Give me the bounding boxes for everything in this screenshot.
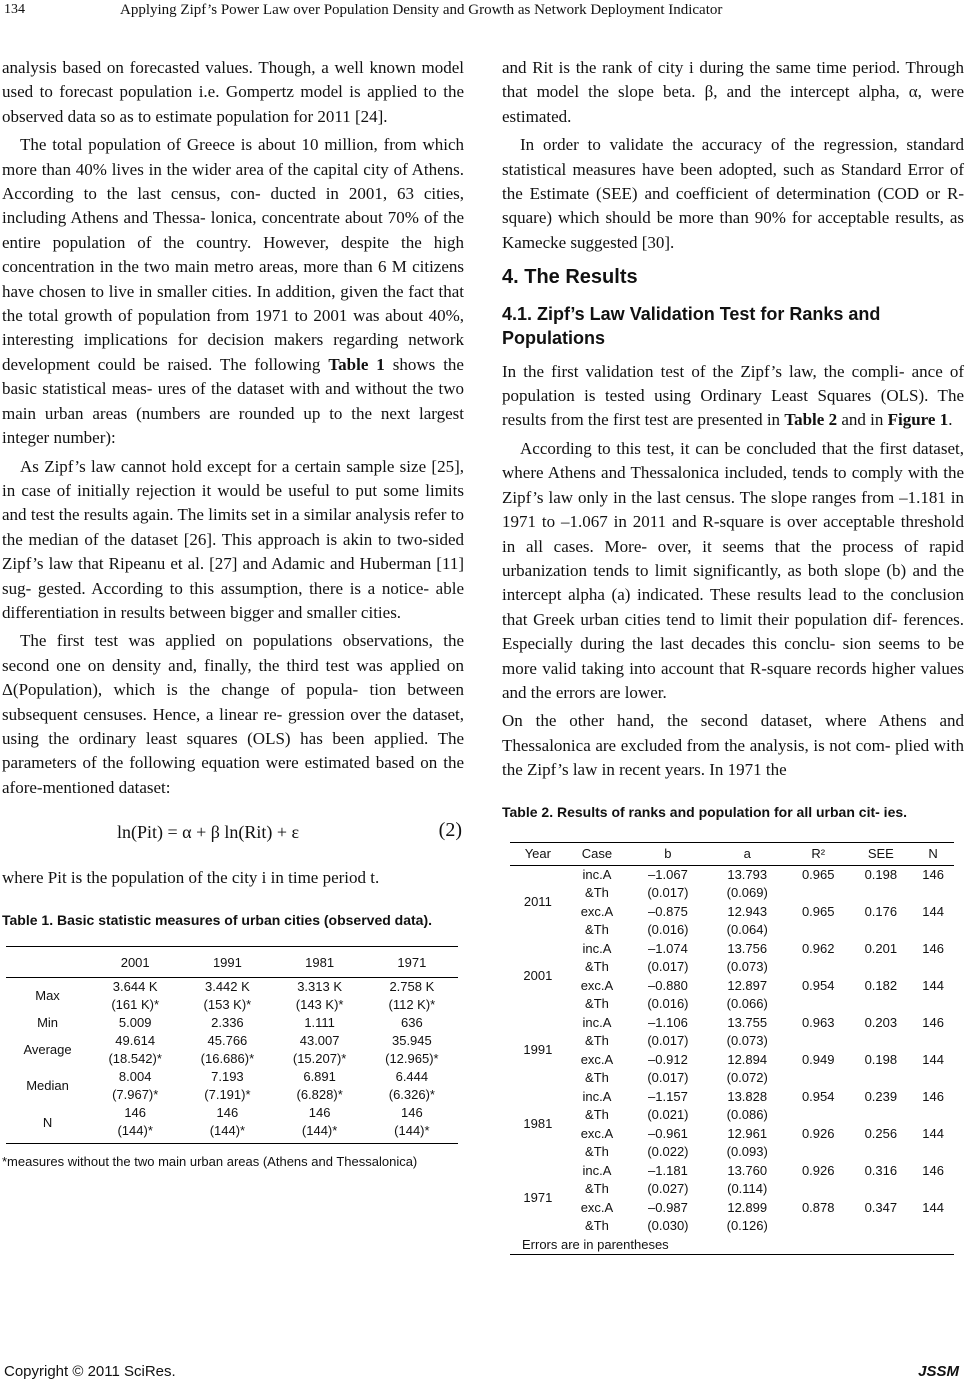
n-cell (912, 995, 954, 1014)
case-cell: &Th (585, 1070, 609, 1086)
table-row (6, 977, 458, 996)
journal-name: JSSM (918, 1363, 959, 1380)
table-cell: (143 K)* (295, 996, 344, 1012)
paragraph: As Zipf’s law cannot hold except for a certain sample size [25], in case of initially rejection it would be useful to put some limits and test the results again. The limits set in a similar analysis refer to the median of the dataset [26]. This approach is akin to two-sided Zipf’s law that Ripeanu et al. [27] and Adamic and Huberman [11] sug- gested. According to this assumption, there is a notice- able differentiation in results between bigger and smaller cities. (2, 456, 464, 622)
r2-cell (787, 1032, 850, 1051)
year-cell: 2011 (523, 894, 552, 910)
b-cell: –0.912 (648, 1051, 688, 1067)
a-cell: (0.093) (726, 1144, 768, 1160)
row-label: Median (26, 1077, 69, 1093)
r2-cell (787, 884, 850, 903)
r2-cell: 0.926 (801, 1125, 835, 1141)
page-header (0, 0, 967, 24)
r2-cell (787, 1180, 850, 1199)
table-cell: 146 (308, 1104, 331, 1120)
r2-cell: 0.878 (801, 1199, 835, 1215)
case-cell: exc.A (580, 903, 614, 919)
table-cell: (12.965)* (385, 1050, 439, 1066)
column-header: Case (566, 842, 629, 865)
table2-caption: Table 2. Results of ranks and population for all urban cit- ies. (502, 803, 908, 820)
table-cell: 146 (124, 1104, 147, 1120)
table-cell: 636 (401, 1014, 423, 1030)
n-cell (912, 1032, 954, 1051)
table-row (510, 995, 954, 1014)
column-header: N (912, 842, 954, 865)
case-cell: exc.A (580, 1125, 614, 1141)
table2-ref[interactable]: Table 2 (784, 410, 838, 430)
table-cell: (15.207)* (292, 1050, 347, 1066)
a-cell: 13.755 (727, 1014, 768, 1030)
table-cell: (7.967)* (112, 1086, 159, 1102)
b-cell: –1.067 (648, 866, 688, 882)
b-cell: –0.961 (648, 1125, 688, 1141)
column-header: 1981 (274, 946, 366, 977)
year-cell: 1981 (523, 1116, 553, 1132)
table-row (6, 1032, 458, 1050)
case-cell: &Th (585, 1033, 609, 1049)
column-header: 1971 (366, 946, 458, 977)
page-number: 134 (4, 2, 25, 17)
case-cell: &Th (585, 959, 609, 975)
table-cell: 2.758 K (389, 978, 435, 994)
a-cell: 13.756 (727, 940, 768, 956)
column-header: 1991 (181, 946, 273, 977)
a-cell: 12.961 (727, 1125, 768, 1141)
table-cell: (144)* (366, 1122, 458, 1144)
table-row (510, 1088, 954, 1107)
a-cell: 12.894 (727, 1051, 768, 1067)
n-cell: 146 (922, 1014, 944, 1030)
n-cell (912, 921, 954, 940)
case-cell: inc.A (582, 1088, 612, 1104)
table-cell: 3.313 K (297, 978, 343, 994)
case-cell: &Th (585, 922, 609, 938)
see-cell (850, 884, 913, 903)
table-cell: 49.614 (115, 1032, 156, 1048)
case-cell: &Th (585, 996, 609, 1012)
a-cell: (0.073) (726, 959, 768, 975)
table-cell: 45.766 (207, 1032, 248, 1048)
see-cell: 0.203 (864, 1014, 898, 1030)
column-header: R² (787, 842, 850, 865)
table-row (510, 903, 954, 922)
running-title: Applying Zipf’s Power Law over Population Density and Growth as Network Deployment Indicator (120, 2, 723, 18)
table-cell: 43.007 (299, 1032, 340, 1048)
table2 (510, 842, 954, 1256)
n-cell: 146 (922, 1162, 944, 1178)
case-cell: &Th (585, 1107, 609, 1123)
see-cell: 0.316 (864, 1162, 898, 1178)
case-cell: exc.A (580, 977, 614, 993)
case-cell: &Th (585, 1218, 609, 1234)
case-cell: inc.A (582, 866, 612, 882)
n-cell (912, 958, 954, 977)
table-row (510, 1106, 954, 1125)
a-cell: (0.072) (726, 1070, 768, 1086)
see-cell: 0.201 (864, 940, 898, 956)
year-cell: 1991 (523, 1042, 553, 1058)
paragraph: analysis based on forecasted values. Though, a well known model used to forecast population i.e. Gompertz model is applied to the observed data so as to estimate population for 2011 [24]. (2, 58, 464, 126)
case-cell: exc.A (580, 1199, 614, 1215)
r2-cell (787, 1143, 850, 1162)
b-cell: –0.987 (648, 1199, 688, 1215)
a-cell: (0.064) (726, 922, 768, 938)
year-cell: 2001 (523, 968, 553, 984)
case-cell: &Th (585, 1181, 609, 1197)
figure1-ref[interactable]: Figure 1 (887, 410, 949, 430)
case-cell: exc.A (580, 1051, 614, 1067)
see-cell: 0.239 (864, 1088, 898, 1104)
b-cell: –1.181 (648, 1162, 688, 1178)
table-cell: (161 K)* (111, 996, 160, 1012)
table-row (6, 1068, 458, 1086)
table-row (510, 958, 954, 977)
a-cell: 13.793 (727, 866, 768, 882)
table-cell: (144)* (89, 1122, 181, 1144)
n-cell (912, 1217, 954, 1236)
b-cell: –1.157 (648, 1088, 688, 1104)
r2-cell (787, 1217, 850, 1236)
table-cell: 3.644 K (112, 978, 158, 994)
table-row (510, 1125, 954, 1144)
a-cell: (0.069) (726, 885, 768, 901)
case-cell: inc.A (582, 1014, 612, 1030)
see-cell (850, 995, 913, 1014)
row-label: Max (35, 987, 60, 1003)
see-cell (850, 1032, 913, 1051)
r2-cell: 0.926 (801, 1162, 835, 1178)
see-cell (850, 921, 913, 940)
n-cell (912, 884, 954, 903)
equation-body: ln(Pit) = α + β ln(Rit) + ε (117, 822, 300, 843)
see-cell: 0.198 (864, 866, 898, 882)
b-cell: –0.875 (648, 903, 688, 919)
n-cell: 144 (922, 1051, 944, 1067)
n-cell: 144 (922, 977, 944, 993)
column-header: 2001 (89, 946, 181, 977)
column-header: b (628, 842, 707, 865)
r2-cell: 0.963 (801, 1014, 835, 1030)
table-row (510, 1162, 954, 1181)
table-cell: 7.193 (211, 1068, 244, 1084)
r2-cell: 0.949 (801, 1051, 835, 1067)
see-cell (850, 958, 913, 977)
b-cell: –0.880 (648, 977, 688, 993)
row-label: Min (37, 1014, 59, 1030)
r2-cell (787, 1069, 850, 1088)
a-cell: (0.086) (726, 1107, 768, 1123)
column-header: a (708, 842, 787, 865)
r2-cell: 0.962 (801, 940, 835, 956)
r2-cell: 0.954 (801, 1088, 835, 1104)
table-row (510, 977, 954, 996)
a-cell: (0.073) (726, 1033, 768, 1049)
see-cell: 0.176 (864, 903, 898, 919)
a-cell: 13.828 (727, 1088, 768, 1104)
n-cell: 144 (922, 1199, 944, 1215)
b-cell: (0.017) (647, 1070, 689, 1086)
table-cell: 146 (401, 1104, 423, 1120)
n-cell (912, 1143, 954, 1162)
a-cell: 12.897 (727, 977, 768, 993)
b-cell: –1.074 (648, 940, 688, 956)
table-row (510, 940, 954, 959)
table-cell: 2.336 (211, 1014, 244, 1030)
table-cell: 3.442 K (204, 978, 250, 994)
paragraph: In the first validation test of the Zipf’s law, the compli- ance of population is tested using Ordinary Least Squares (OLS). The results from the first test are presented in Table 2 and in Figure 1. (502, 361, 964, 430)
case-cell: inc.A (582, 940, 612, 956)
b-cell: (0.016) (647, 922, 689, 938)
b-cell: (0.017) (647, 885, 689, 901)
column-header (6, 946, 89, 977)
a-cell: (0.066) (726, 996, 768, 1012)
table-row (510, 1143, 954, 1162)
right-column (502, 56, 964, 1255)
table-cell: (153 K)* (203, 996, 252, 1012)
paragraph: and Rit is the rank of city i during the same time period. Through that model the slope beta. β, and the intercept alpha, α, were estimated. (502, 58, 964, 126)
table-row (510, 1199, 954, 1218)
a-cell: (0.114) (727, 1181, 768, 1197)
r2-cell (787, 1106, 850, 1125)
table-row (510, 865, 954, 884)
table-cell: (18.542)* (108, 1050, 162, 1066)
paragraph: In order to validate the accuracy of the regression, standard statistical measures have been adopted, such as Standard Error of the Estimate (SEE) and coefficient of determination (COD or R-square) which should be more than 90% for acceptable results, as Kamecke suggested [30]. (502, 135, 964, 252)
table-cell: (112 K)* (388, 996, 436, 1012)
r2-cell: 0.965 (801, 903, 835, 919)
n-cell: 144 (922, 903, 944, 919)
table-row (510, 1217, 954, 1236)
table-row (510, 1032, 954, 1051)
b-cell: (0.017) (647, 959, 689, 975)
copyright: Copyright © 2011 SciRes. (4, 1363, 176, 1380)
table-cell: (6.828)* (296, 1086, 343, 1102)
b-cell: (0.022) (647, 1144, 689, 1160)
see-cell (850, 1217, 913, 1236)
r2-cell: 0.954 (801, 977, 835, 993)
paragraph: where Pit is the population of the city i in time period t. (2, 868, 380, 888)
table-cell: 6.891 (303, 1068, 336, 1084)
see-cell (850, 1106, 913, 1125)
row-label: N (6, 1104, 89, 1144)
left-column (2, 56, 464, 1174)
equation (2, 812, 464, 858)
table2-note: Errors are in parentheses (510, 1236, 954, 1255)
table-cell: 5.009 (118, 1014, 152, 1030)
table-row (510, 1236, 954, 1255)
paragraph: The first test was applied on populations observations, the second one on density and, finally, the third test was applied on Δ(Population), which is the change of popula- tion between subsequent censuses. Hence, a linear re- gression over the dataset, using the ordinary least squares (OLS) has been applied. The parameters of the following equation were estimated based on the afore-mentioned dataset: (2, 631, 464, 797)
b-cell: –1.106 (648, 1014, 688, 1030)
n-cell (912, 1069, 954, 1088)
a-cell: 12.899 (727, 1199, 768, 1215)
see-cell: 0.347 (864, 1199, 898, 1215)
table-row (510, 921, 954, 940)
n-cell: 146 (922, 866, 944, 882)
table-cell: 146 (216, 1104, 239, 1120)
subsection-heading: 4.1. Zipf’s Law Validation Test for Ranks and Populations (502, 303, 881, 348)
table1-ref[interactable]: Table 1 (328, 354, 385, 374)
b-cell: (0.016) (647, 996, 689, 1012)
column-header: Year (510, 842, 566, 865)
table-row (510, 1069, 954, 1088)
n-cell: 144 (922, 1125, 944, 1141)
table-cell: 1.111 (304, 1014, 335, 1030)
table-row (6, 1014, 458, 1032)
a-cell: (0.126) (726, 1218, 768, 1234)
table-cell: (144)* (181, 1122, 273, 1144)
row-label: Average (23, 1041, 72, 1057)
r2-cell (787, 921, 850, 940)
paragraph: According to this test, it can be concluded that the first dataset, where Athens and Thessalonica included, tends to comply with the Zipf’s law only in the last census. The slope ranges from –1.181 in 1971 to –1.067 in 2011 and R-square is over acceptable threshold in all cases. More- over, it seems that the process of rapid urbanization tends to limit significantly, as both slope (b) and the intercept alpha (a) indicated. These results lead to the conclusion that Greek urban cities tend to limit their population dif- ferences. Especially during the last decades this conclu- sion seems to be more valid taking into account that R-square records higher values and the errors are lower. (502, 438, 964, 702)
n-cell: 146 (922, 1088, 944, 1104)
table-row (510, 884, 954, 903)
b-cell: (0.027) (647, 1181, 689, 1197)
table-cell: (6.326)* (388, 1086, 435, 1102)
section-heading: 4. The Results (502, 266, 638, 289)
table-cell: 35.945 (391, 1032, 432, 1048)
r2-cell: 0.965 (801, 866, 835, 882)
table-cell: (16.686)* (200, 1050, 255, 1066)
table-row (510, 1180, 954, 1199)
r2-cell (787, 958, 850, 977)
b-cell: (0.017) (647, 1033, 689, 1049)
paragraph: The total population of Greece is about 10 million, from which more than 40% lives in the wider area of the capital city of Athens. According to the last census, con- ducted in 2001, 63 cities, including Athens and Thessa- lonica, concentrate about 70% of the entire population of the country. However, despite the high concentration in the two main metro areas, more than 6 M citizens have chosen to live in smaller cities. In addition, given the fact that the total growth of population from 1971 to 2001 was about 40%, interesting implications for decision makers regarding network development could be raised. The following Table 1 shows the basic statistical meas- ures of the dataset with and without the two main urban areas (numbers are rounded up to the next largest integer number): (2, 135, 464, 448)
case-cell: &Th (585, 1144, 609, 1160)
see-cell (850, 1180, 913, 1199)
table-cell: (7.191)* (204, 1086, 251, 1102)
case-cell: inc.A (582, 1162, 612, 1178)
n-cell (912, 1106, 954, 1125)
table1 (6, 946, 458, 1144)
table-row (510, 1014, 954, 1033)
table1-caption: Table 1. Basic statistic measures of urban cities (observed data). (2, 911, 433, 928)
b-cell: (0.021) (647, 1107, 689, 1123)
case-cell: &Th (585, 885, 609, 901)
a-cell: 13.760 (727, 1162, 768, 1178)
table1-note: *measures without the two main urban areas (Athens and Thessalonica) (2, 1153, 418, 1169)
column-header: SEE (850, 842, 913, 865)
see-cell (850, 1143, 913, 1162)
see-cell: 0.256 (864, 1125, 898, 1141)
n-cell (912, 1180, 954, 1199)
paragraph: On the other hand, the second dataset, where Athens and Thessalonica are excluded from the analysis, is not com- plied with the Zipf’s law in recent years. In 1971 the (502, 711, 964, 780)
a-cell: 12.943 (727, 903, 768, 919)
see-cell: 0.198 (864, 1051, 898, 1067)
r2-cell (787, 995, 850, 1014)
table-row (6, 1104, 458, 1122)
table-row (510, 1051, 954, 1070)
see-cell (850, 1069, 913, 1088)
see-cell: 0.182 (864, 977, 898, 993)
equation-number: (2) (438, 819, 462, 842)
b-cell: (0.030) (647, 1218, 689, 1234)
table-cell: 8.004 (118, 1068, 152, 1084)
year-cell: 1971 (523, 1190, 553, 1206)
table-cell: (144)* (274, 1122, 366, 1144)
table-cell: 6.444 (395, 1068, 429, 1084)
n-cell: 146 (922, 940, 944, 956)
